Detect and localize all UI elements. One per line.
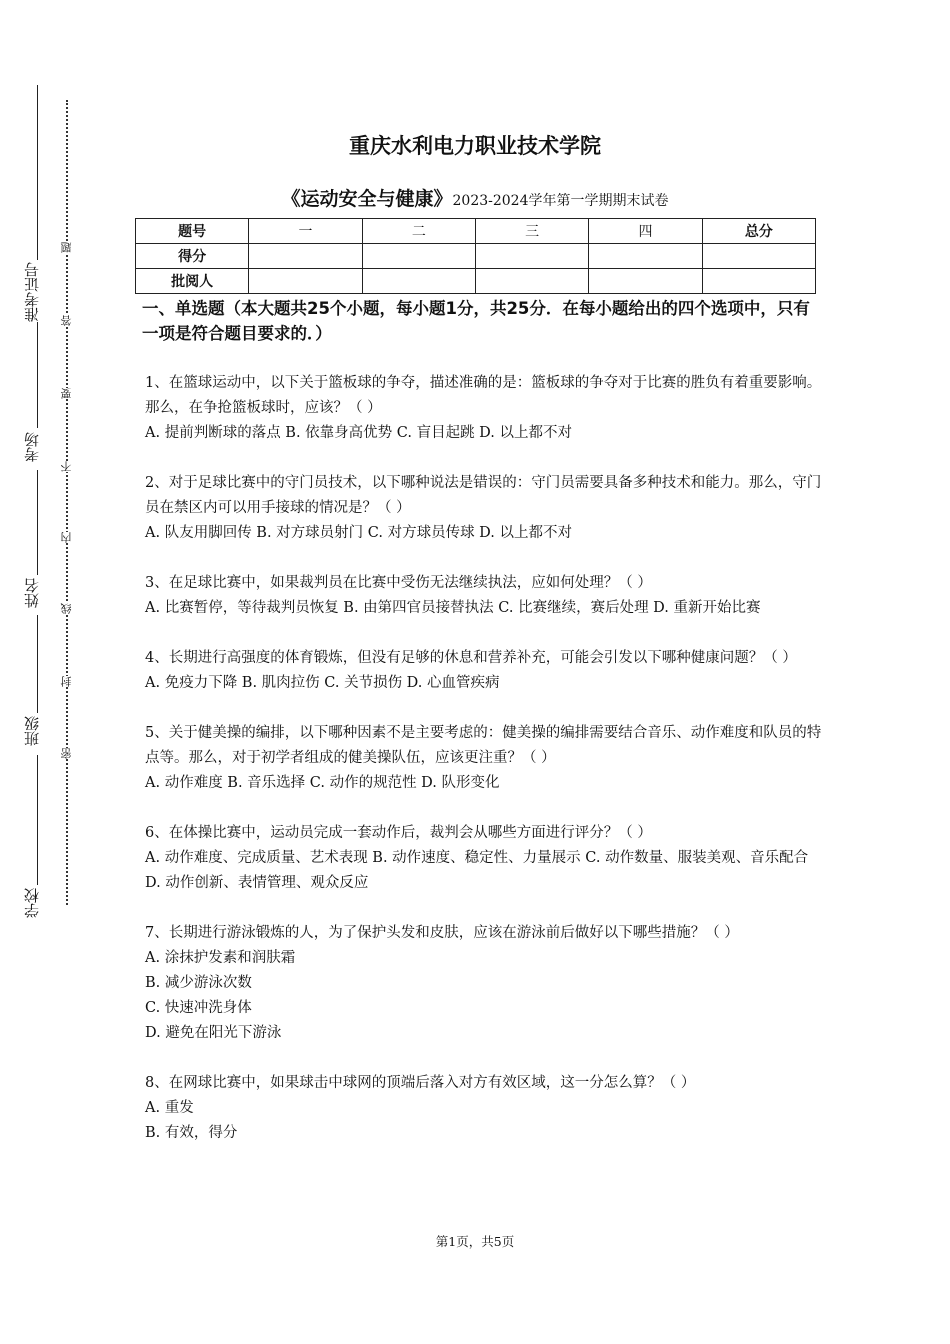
reviewer-cell: [702, 269, 815, 294]
field-exam-number: 准考证号: [23, 262, 41, 322]
field-class: 班级: [23, 716, 41, 746]
table-header-cell: 一: [249, 219, 362, 244]
question-2: [145, 471, 825, 546]
question-3: [145, 571, 825, 621]
option-a: A. 重发: [145, 1100, 194, 1116]
seal-char: 题: [60, 242, 73, 253]
section-heading: 一、单选题（本大题共25个小题，每小题1分，共25分．在每小题给出的四个选项中，只有一项是符合题目要求的．）: [142, 299, 810, 343]
seal-char: 线: [60, 603, 73, 614]
table-row: [136, 269, 816, 294]
seal-char: 不: [60, 461, 73, 472]
option-b: B. 减少游泳次数: [145, 975, 252, 991]
question-options: A. 动作难度 B. 音乐选择 C. 动作的规范性 D. 队形变化: [145, 775, 500, 791]
score-cell: [475, 244, 588, 269]
option-d: D. 避免在阳光下游泳: [145, 1025, 282, 1041]
reviewer-cell: [475, 269, 588, 294]
question-6: [145, 821, 825, 896]
page-number: 第1页，共5页: [435, 1234, 515, 1249]
fill-line: [37, 755, 38, 885]
fill-line: [37, 615, 38, 713]
option-b: B. 有效，得分: [145, 1125, 238, 1141]
question-options: A. 免疫力下降 B. 肌肉拉伤 C. 关节损伤 D. 心血管疾病: [145, 675, 500, 691]
fill-line: [37, 470, 38, 575]
score-cell: [702, 244, 815, 269]
course-name: 《运动安全与健康》: [281, 188, 453, 210]
question-options: A. 提前判断球的落点 B. 依靠身高优势 C. 盲目起跳 D. 以上都不对: [145, 425, 573, 441]
question-options: A. 比赛暂停，等待裁判员恢复 B. 由第四官员接替执法 C. 比赛继续，赛后处理 D. 重新开始比赛: [145, 600, 761, 616]
table-header-cell: 四: [589, 219, 702, 244]
question-stem: 2、对于足球比赛中的守门员技术，以下哪种说法是错误的：守门员需要具备多种技术和能力。那么，守门员在禁区内可以用手接球的情况是？（ ）: [145, 475, 822, 516]
option-c: C. 快速冲洗身体: [145, 1000, 252, 1016]
question-stem: 4、长期进行高强度的体育锻炼，但没有足够的休息和营养补充，可能会引发以下哪种健康问题？（ ）: [145, 650, 797, 666]
row-label: 批阅人: [136, 269, 249, 294]
fill-line: [37, 85, 38, 260]
question-7: [145, 921, 825, 1046]
score-table: [135, 218, 816, 294]
question-stem: 5、关于健美操的编排，以下哪种因素不是主要考虑的：健美操的编排需要结合音乐、动作难度和队员的特点等。那么，对于初学者组成的健美操队伍，应该更注重？（ ）: [145, 725, 822, 766]
seal-char: 内: [60, 532, 73, 543]
seal-dotted-line: [66, 100, 68, 905]
field-exam-room: 考场: [23, 432, 41, 462]
table-header-cell: 总分: [702, 219, 815, 244]
seal-char: 答: [60, 315, 73, 326]
seal-char: 封: [60, 676, 73, 687]
question-1: [145, 371, 825, 446]
school-title: 重庆水利电力职业技术学院: [349, 134, 601, 158]
question-options: A. 队友用脚回传 B. 对方球员射门 C. 对方球员传球 D. 以上都不对: [145, 525, 573, 541]
reviewer-cell: [362, 269, 475, 294]
table-header-cell: 二: [362, 219, 475, 244]
field-name: 姓名: [23, 578, 41, 608]
exam-content: [142, 296, 825, 1146]
reviewer-cell: [589, 269, 702, 294]
question-stem: 3、在足球比赛中，如果裁判员在比赛中受伤无法继续执法，应如何处理？（ ）: [145, 575, 652, 591]
score-cell: [362, 244, 475, 269]
row-label: 得分: [136, 244, 249, 269]
score-cell: [249, 244, 362, 269]
table-header-cell: 三: [475, 219, 588, 244]
table-header-cell: 题号: [136, 219, 249, 244]
reviewer-cell: [249, 269, 362, 294]
question-stem: 8、在网球比赛中，如果球击中球网的顶端后落入对方有效区域，这一分怎么算？（ ）: [145, 1075, 696, 1091]
question-4: [145, 646, 825, 696]
question-options: A. 动作难度、完成质量、艺术表现 B. 动作速度、稳定性、力量展示 C. 动作数量、服装美观、音乐配合 D. 动作创新、表情管理、观众反应: [145, 850, 809, 891]
question-stem: 7、长期进行游泳锻炼的人，为了保护头发和皮肤，应该在游泳前后做好以下哪些措施？（ ）: [145, 925, 739, 941]
seal-char: 要: [60, 388, 73, 399]
term-label: 2023-2024学年第一学期期末试卷: [452, 193, 669, 209]
exam-subtitle: [0, 184, 950, 211]
score-table-header: [136, 219, 816, 244]
question-stem: 6、在体操比赛中，运动员完成一套动作后，裁判会从哪些方面进行评分？（ ）: [145, 825, 652, 841]
fill-line: [37, 322, 38, 428]
question-stem: 1、在篮球运动中，以下关于篮板球的争夺，描述准确的是：篮板球的争夺对于比赛的胜负有着重要影响。那么，在争抢篮板球时，应该？（ ）: [145, 375, 822, 416]
score-cell: [589, 244, 702, 269]
option-a: A. 涂抹护发素和润肤霜: [145, 950, 296, 966]
field-school: 学校: [23, 888, 41, 918]
seal-char: 密: [60, 748, 73, 759]
question-5: [145, 721, 825, 796]
table-row: [136, 244, 816, 269]
question-8: [145, 1071, 825, 1146]
